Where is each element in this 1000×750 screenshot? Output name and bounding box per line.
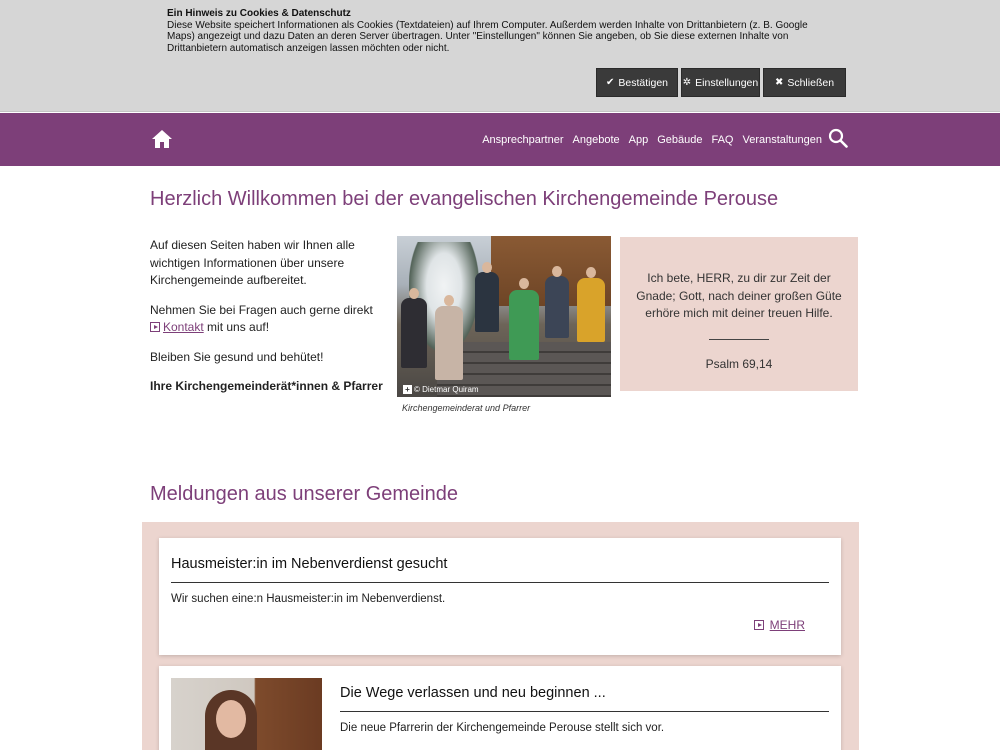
nav-item-angebote[interactable]: Angebote (572, 133, 620, 146)
photo-person (475, 272, 499, 332)
intro-paragraph: Auf diesen Seiten haben wir Ihnen alle wichtigen Informationen über unsere Kirchengemeinde aufbereitet. (150, 238, 355, 287)
photo-person (577, 278, 605, 342)
news-title[interactable]: Die Wege verlassen und neu beginnen ... (340, 685, 606, 701)
contact-prefix: Nehmen Sie bei Fragen auch gerne direkt (150, 302, 373, 317)
nav-item-ansprechpartner[interactable]: Ansprechpartner (482, 133, 564, 146)
photo-head (586, 267, 596, 278)
nav-item-app[interactable]: App (628, 133, 649, 146)
quote-text: Ich bete, HERR, zu dir zur Zeit der Gnade; Gott, nach deiner großen Güte erhöre mich mit deiner treuen Hilfe. (636, 271, 842, 320)
photo-credit-text: © Dietmar Quiram (414, 385, 479, 394)
photo-face (216, 700, 246, 738)
photo-head (519, 278, 529, 289)
contact-paragraph (150, 302, 390, 337)
news-photo[interactable] (171, 678, 322, 750)
news-card (159, 666, 841, 750)
news-section-title: Meldungen aus unserer Gemeinde (150, 483, 458, 505)
confirm-button[interactable] (596, 68, 678, 97)
quote-box (620, 237, 858, 391)
news-text: Die neue Pfarrerin der Kirchengemeinde Perouse stellt sich vor. (340, 722, 665, 734)
settings-button[interactable] (681, 68, 760, 97)
photo-caption: Kirchengemeinderat und Pfarrer (402, 403, 531, 413)
more-label: MEHR (769, 618, 805, 632)
intro-text (150, 237, 390, 408)
quote-reference: Psalm 69,14 (705, 357, 773, 371)
page-title: Herzlich Willkommen bei der evangelischen Kirchengemeinde Perouse (150, 188, 779, 210)
group-photo[interactable] (397, 236, 611, 397)
settings-label: Einstellungen (695, 76, 759, 89)
news-card (159, 538, 841, 655)
close-label: Schließen (787, 76, 835, 89)
news-text: Wir suchen eine:n Hausmeister:in im Nebenverdienst. (171, 593, 446, 605)
confirm-label: Bestätigen (618, 76, 668, 89)
cookie-banner (0, 0, 1000, 112)
cookie-buttons (596, 68, 846, 97)
signature: Ihre Kirchengemeinderät*innen & Pfarrer (150, 379, 383, 393)
news-divider (171, 582, 829, 583)
news-title[interactable]: Hausmeister:in im Nebenverdienst gesucht (171, 556, 448, 572)
news-divider (340, 711, 829, 712)
nav-menu (482, 113, 822, 166)
play-icon (150, 322, 160, 332)
photo-head (444, 295, 454, 306)
main-navigation (0, 113, 1000, 166)
photo-credit (403, 385, 479, 394)
photo-person (401, 298, 427, 368)
cookie-title: Ein Hinweis zu Cookies & Datenschutz (167, 8, 351, 19)
photo-person (509, 290, 539, 360)
close-icon: ✖ (774, 77, 784, 88)
gear-icon: ✲ (682, 77, 692, 88)
nav-item-gebaeude[interactable]: Gebäude (657, 133, 703, 146)
contact-link[interactable]: Kontakt (163, 320, 204, 334)
check-icon: ✔ (605, 77, 615, 88)
more-link[interactable] (754, 618, 805, 632)
search-icon[interactable] (828, 128, 848, 148)
plus-icon[interactable]: + (403, 385, 412, 394)
play-icon (754, 620, 764, 630)
cookie-text: Diese Website speichert Informationen als Cookies (Textdateien) auf Ihrem Computer. Außerdem werden Inhalte von Drittanbietern (z. B. Google Maps) angezeigt und dazu Daten an deren Server übertragen. Unter "Einstellungen" können Sie angeben, ob Sie diese externen Inhalte von Drittanbietern automatisch anzeigen lassen möchten oder nicht. (167, 19, 808, 54)
nav-item-faq[interactable]: FAQ (711, 133, 734, 146)
greeting: Bleiben Sie gesund und behütet! (150, 349, 324, 364)
nav-item-veranstaltungen[interactable]: Veranstaltungen (742, 133, 822, 146)
cookie-notice (167, 8, 827, 54)
contact-suffix: mit uns auf! (203, 320, 270, 334)
home-icon[interactable] (151, 129, 173, 149)
close-button[interactable] (763, 68, 846, 97)
photo-head (409, 288, 419, 299)
photo-head (552, 266, 562, 277)
photo-head (482, 262, 492, 273)
photo-person (545, 276, 569, 338)
photo-person (435, 306, 463, 380)
quote-divider (709, 339, 769, 340)
